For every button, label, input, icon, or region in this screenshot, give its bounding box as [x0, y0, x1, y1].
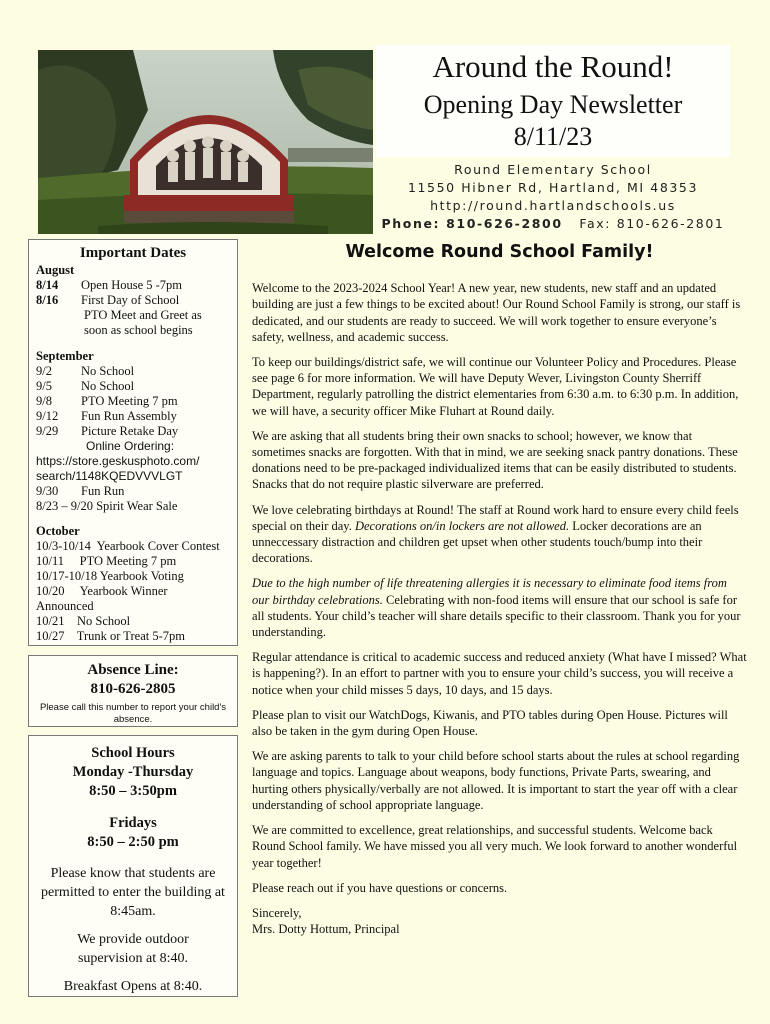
photo-order-link[interactable]: search/1148KQEDVVVLGT	[36, 469, 183, 483]
online-ordering-label: Online Ordering:	[86, 439, 175, 453]
date-item-note: PTO Meet and Greet as	[84, 308, 202, 322]
letter-paragraph: Welcome to the 2023-2024 School Year! A new year, new students, new staff and an updated building are just a few things to be excited about! Our Round School Family is strong, our staff is dedicated, and our students are ready to succeed. We will work together to ensure everyone’s safety, wellness, and academic success.	[252, 281, 741, 344]
entry-note: Please know that students are permitted to enter the building at 8:45am.	[41, 866, 225, 919]
date-item: Announced	[36, 599, 94, 613]
school-contact-info	[376, 161, 730, 233]
spirit-wear-item: 8/23 – 9/20 Spirit Wear Sale	[36, 499, 178, 513]
photo-order-link[interactable]: https://store.geskusphoto.com/	[36, 454, 200, 468]
letter-paragraph: Please reach out if you have questions or concerns.	[252, 880, 508, 895]
date-item: 9/8 PTO Meeting 7 pm	[36, 394, 178, 408]
month-october: October	[36, 524, 80, 538]
letter-signature: Mrs. Dotty Hottum, Principal	[252, 922, 400, 937]
school-sign-photo	[38, 50, 373, 234]
absence-line-box	[28, 655, 238, 727]
month-september: September	[36, 349, 94, 363]
letter-paragraph: To keep our buildings/district safe, we will continue our Volunteer Policy and Procedures. Please see page 6 for more information. We will have Deputy Wever, Livingston County Sherriff Department, regularly patrolling the district elementaries from 6:30 a.m. to 6:30 p.m. In addition, we will have, a security officer Mike Fluhart at Round daily.	[252, 355, 739, 418]
letter-heading: Welcome Round School Family!	[345, 242, 654, 262]
school-phone: Phone: 810-626-2800	[381, 216, 563, 231]
date-item: 10/17-10/18 Yearbook Voting	[36, 569, 184, 583]
month-august: August	[36, 263, 75, 277]
important-dates-heading: Important Dates	[79, 245, 187, 261]
hours-title: School Hours	[91, 745, 175, 761]
letter-closing: Sincerely,	[252, 905, 302, 920]
date-item-note: soon as school begins	[84, 323, 193, 337]
school-website-link[interactable]: http://round.hartlandschools.us	[430, 198, 676, 213]
letter-paragraph: Regular attendance is critical to academic success and reduced anxiety (What have I missed? What is happening?). In an effort to partner with you to ensure your child’s success, you will receive a notice when your child misses 5 days, 10 days, and 15 days.	[252, 650, 747, 697]
letter-paragraph: We are committed to excellence, great relationships, and successful students. Welcome back Round School family. We have missed you all very much. We look forward to another wonderful year together!	[252, 823, 738, 870]
supervision-note: We provide outdoor supervision at 8:40.	[77, 932, 189, 966]
letter-paragraph: We are asking that all students bring their own snacks to school; however, we know that sometimes snacks are forgotten. With that in mind, we are seeking snack pantry donations. These donations need to be pre-packaged individualized items that can be easily distributed to students. Snacks that do not require plastic silverware are preferred.	[252, 428, 738, 492]
phone-fax-line	[376, 215, 730, 233]
school-name: Round Elementary School	[454, 162, 652, 177]
letter-paragraph: We are asking parents to talk to your child before school starts about the rules at school regarding language and topics. Language about weapons, body functions, Private Parts, swearing, and hurting others physically/verbally are not allowed. It is important to start the year off with a clear understanding of school appropriate language.	[252, 749, 740, 812]
date-item: 9/30 Fun Run	[36, 484, 125, 498]
date-item: 9/2 No School	[36, 364, 135, 378]
date-item: 8/14 Open House 5 -7pm	[36, 278, 183, 292]
date-item: 9/29 Picture Retake Day	[36, 424, 179, 438]
school-sign-illustration	[38, 50, 373, 234]
school-fax: Fax: 810-626-2801	[579, 216, 725, 231]
school-hours-box	[28, 735, 238, 997]
newsletter-date: 8/11/23	[513, 122, 593, 151]
newsletter-title: Around the Round!	[432, 49, 674, 84]
absence-phone: 810-626-2805	[90, 681, 176, 697]
letter-paragraph: Please plan to visit our WatchDogs, Kiwanis, and PTO tables during Open House. Pictures will also be taken in the gym during Open House.	[252, 707, 728, 739]
weekday-label: Monday -Thursday	[72, 764, 194, 780]
letter-paragraph: Due to the high number of life threatening allergies it is necessary to eliminate food items from our birthday celebrations. Celebrating with non-food items will ensure that our school is safe for all students. Your child’s teacher will share details specific to their classroom. Thank you for your understanding.	[252, 576, 741, 640]
breakfast-note: Breakfast Opens at 8:40.	[63, 979, 203, 994]
principal-letter	[252, 244, 747, 937]
date-item: 10/20 Yearbook Winner	[36, 584, 168, 598]
date-item: 10/3-10/14 Yearbook Cover Contest	[36, 539, 220, 553]
school-address: 11550 Hibner Rd, Hartland, MI 48353	[407, 180, 699, 195]
absence-title: Absence Line:	[87, 662, 179, 678]
important-dates-box	[28, 239, 238, 646]
newsletter-title-block	[376, 45, 730, 157]
date-item: 10/27 Trunk or Treat 5-7pm	[36, 629, 185, 643]
weekday-time: 8:50 – 3:50pm	[89, 783, 177, 799]
date-item: 10/11 PTO Meeting 7 pm	[36, 554, 177, 568]
absence-note: Please call this number to report your child's absence.	[39, 702, 227, 725]
letter-paragraph: We love celebrating birthdays at Round! The staff at Round work hard to ensure every child feels special on their day. Decorations on/in lockers are not allowed. Locker decorations are an unneccessary distraction and children get upset when other students touch/bump into their decorations.	[252, 502, 739, 566]
friday-time: 8:50 – 2:50 pm	[87, 834, 179, 850]
date-item: 9/12 Fun Run Assembly	[36, 409, 177, 423]
newsletter-subtitle: Opening Day Newsletter	[423, 90, 683, 119]
date-item: 10/21 No School	[36, 614, 131, 628]
date-item: 8/16 First Day of School	[36, 293, 180, 307]
friday-label: Fridays	[109, 815, 157, 831]
date-item: 9/5 No School	[36, 379, 135, 393]
